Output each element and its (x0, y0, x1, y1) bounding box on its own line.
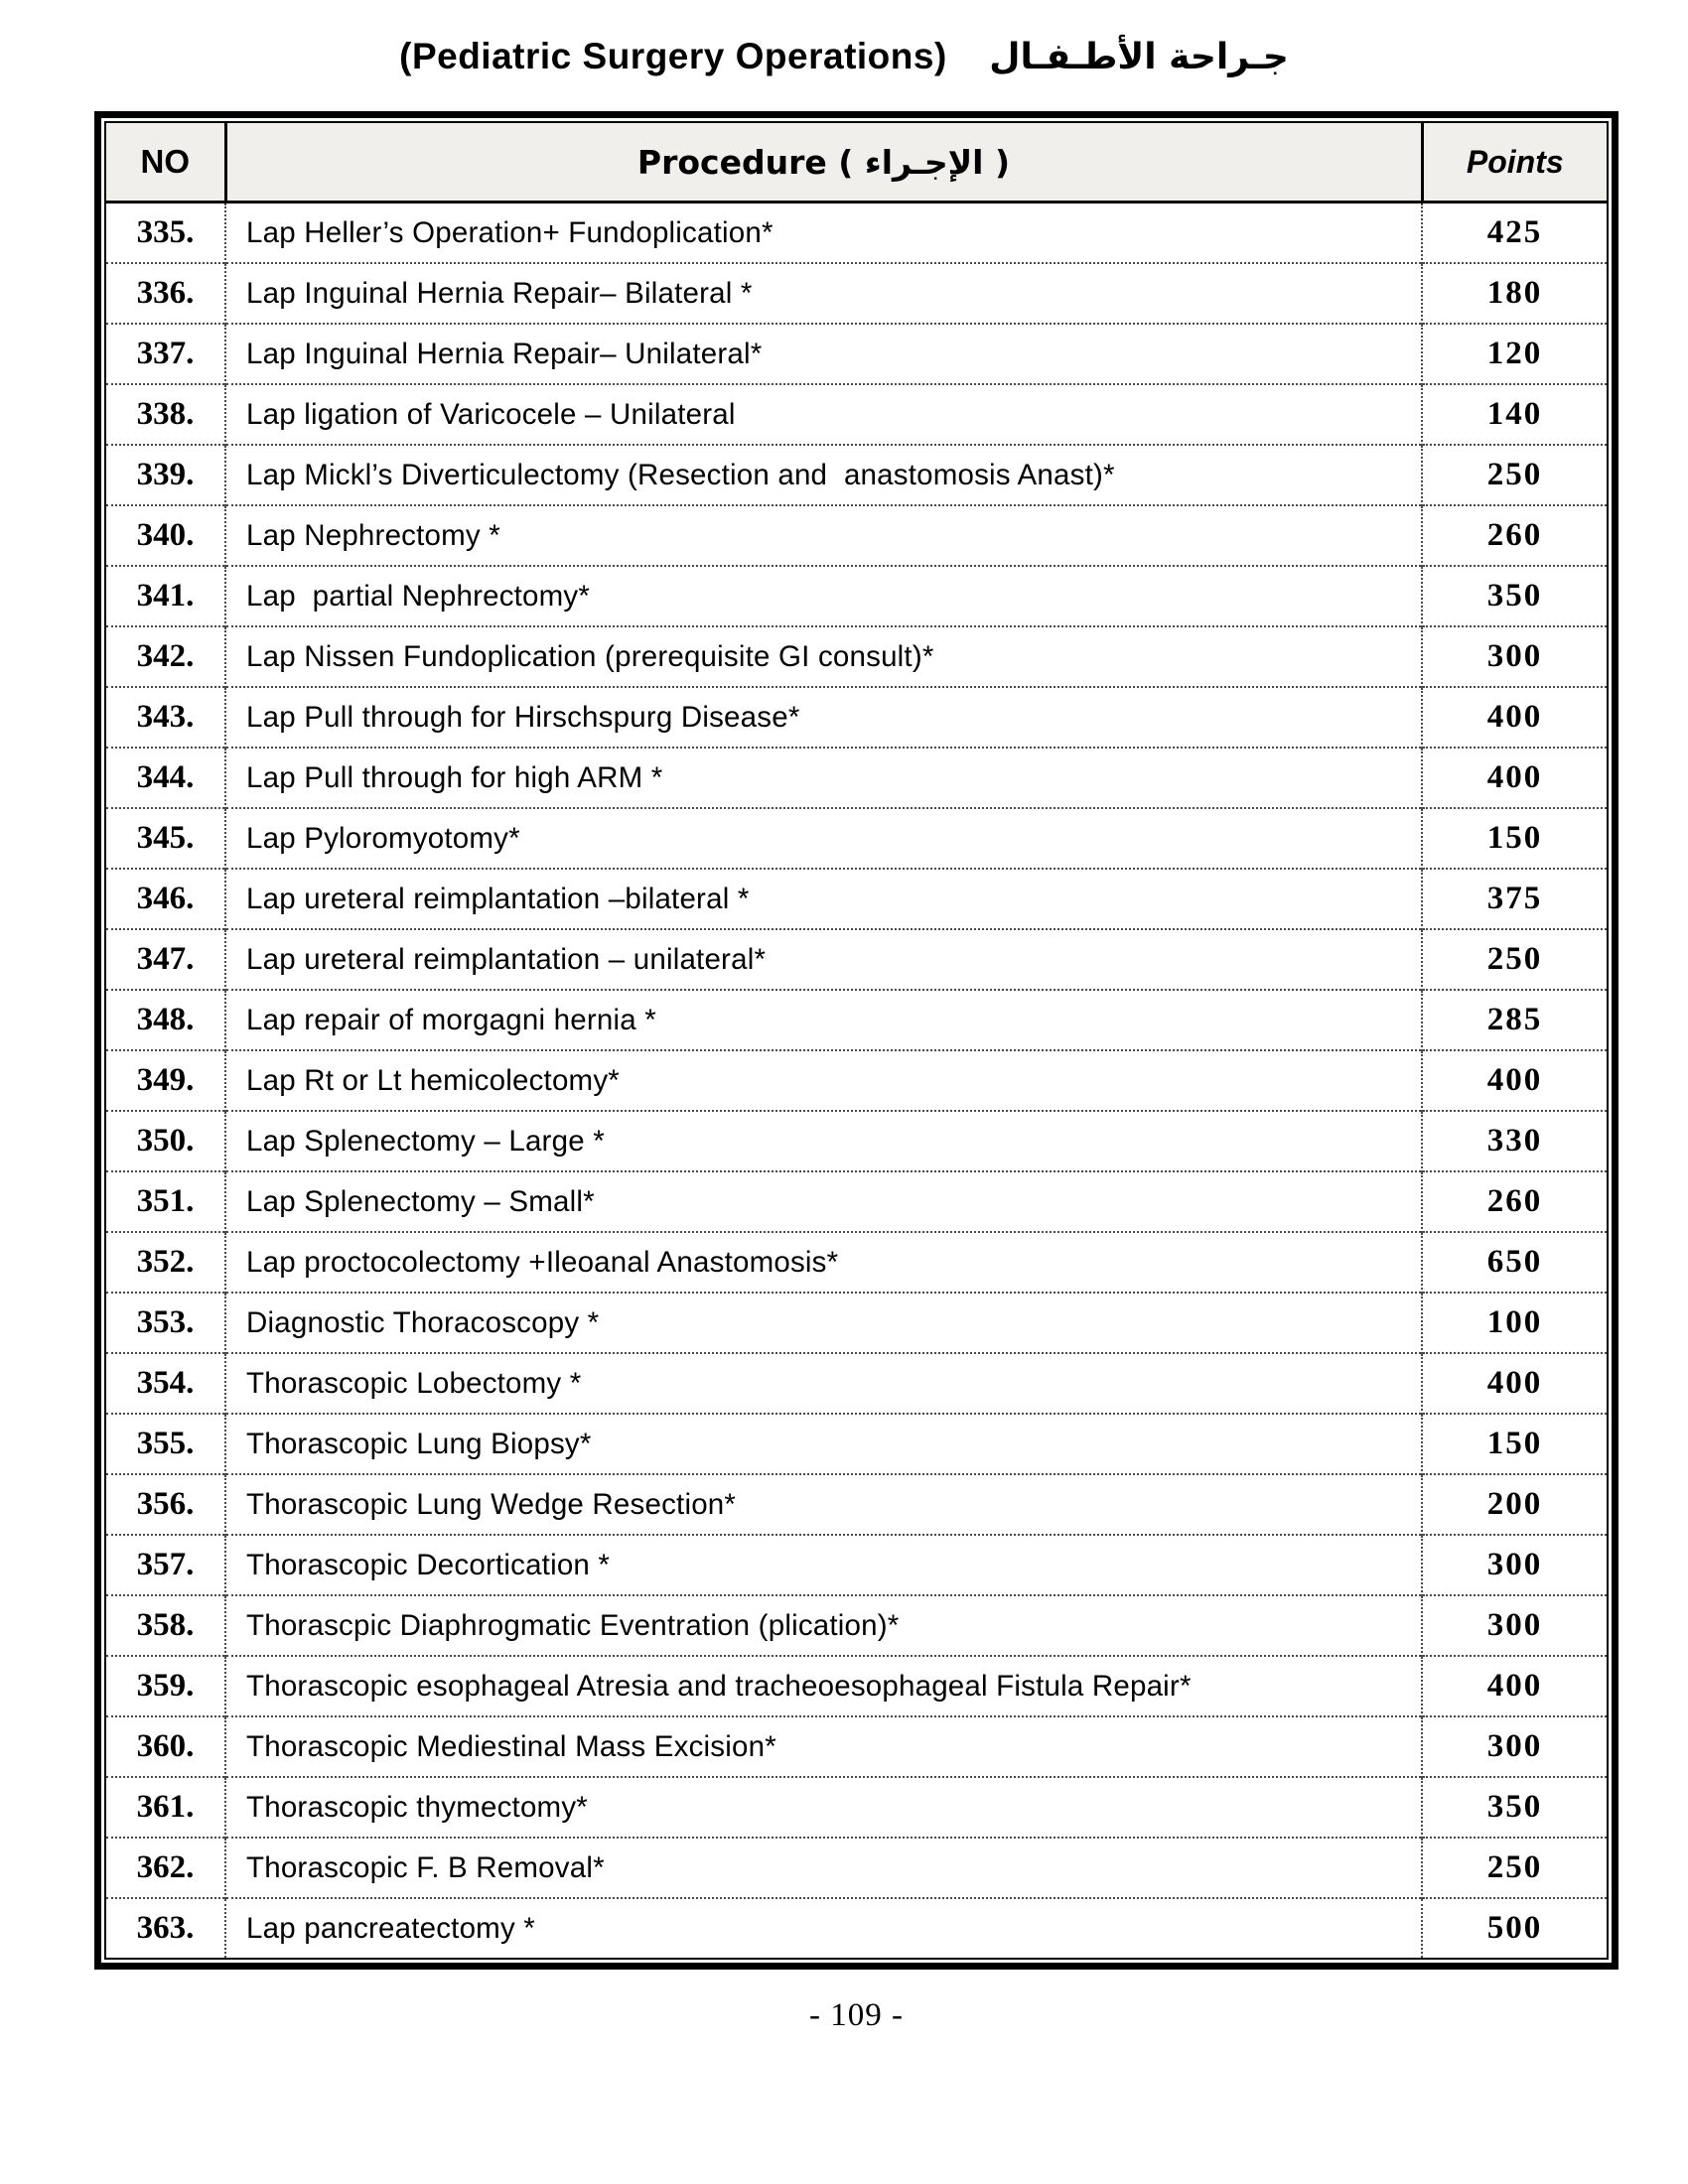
procedure-cell: Diagnostic Thoracoscopy * (225, 1293, 1422, 1353)
procedure-cell: Thorascopic esophageal Atresia and tracheoesophageal Fistula Repair* (225, 1656, 1422, 1716)
procedures-table-container (94, 111, 1618, 1970)
points-cell: 300 (1422, 626, 1607, 687)
procedure-cell: Lap Pull through for Hirschspurg Disease* (225, 687, 1422, 748)
procedure-cell: Lap ureteral reimplantation –bilateral * (225, 869, 1422, 929)
col-header-points: Points (1422, 123, 1607, 203)
points-cell: 400 (1422, 1353, 1607, 1414)
points-cell: 140 (1422, 384, 1607, 445)
col-header-procedure (225, 123, 1422, 203)
table-row (106, 990, 1607, 1050)
row-number-cell: 351. (106, 1171, 225, 1232)
table-row (106, 505, 1607, 566)
row-number-cell: 336. (106, 263, 225, 324)
table-header-row (106, 123, 1607, 203)
row-number-cell: 361. (106, 1777, 225, 1838)
table-row (106, 384, 1607, 445)
col-header-procedure-label: Procedure ( الإجـراء ) (636, 142, 1011, 182)
table-row (106, 1777, 1607, 1838)
table-row (106, 1716, 1607, 1777)
procedure-cell: Thorascopic Decortication * (225, 1535, 1422, 1595)
row-number-cell: 360. (106, 1716, 225, 1777)
table-row (106, 1111, 1607, 1171)
row-number-cell: 350. (106, 1111, 225, 1171)
table-inner-border (104, 121, 1609, 1960)
table-row (106, 1838, 1607, 1898)
points-cell: 250 (1422, 445, 1607, 505)
row-number-cell: 352. (106, 1232, 225, 1293)
table-row (106, 1535, 1607, 1595)
table-row (106, 808, 1607, 869)
points-cell: 375 (1422, 869, 1607, 929)
table-header (106, 123, 1607, 203)
procedure-cell: Lap Pull through for high ARM * (225, 748, 1422, 808)
row-number-cell: 343. (106, 687, 225, 748)
table-row (106, 566, 1607, 626)
table-row (106, 1474, 1607, 1535)
row-number-cell: 356. (106, 1474, 225, 1535)
table-row (106, 203, 1607, 264)
row-number-cell: 338. (106, 384, 225, 445)
points-cell: 400 (1422, 1050, 1607, 1111)
table-row (106, 869, 1607, 929)
procedure-cell: Lap Rt or Lt hemicolectomy* (225, 1050, 1422, 1111)
table-row (106, 1050, 1607, 1111)
row-number-cell: 339. (106, 445, 225, 505)
procedure-cell: Lap Heller’s Operation+ Fundoplication* (225, 203, 1422, 264)
procedure-cell: Lap Splenectomy – Small* (225, 1171, 1422, 1232)
points-cell: 400 (1422, 1656, 1607, 1716)
table-row (106, 1898, 1607, 1958)
procedure-cell: Lap proctocolectomy +Ileoanal Anastomosis* (225, 1232, 1422, 1293)
points-cell: 150 (1422, 808, 1607, 869)
points-cell: 120 (1422, 324, 1607, 384)
points-cell: 425 (1422, 203, 1607, 264)
points-cell: 400 (1422, 748, 1607, 808)
points-cell: 500 (1422, 1898, 1607, 1958)
row-number-cell: 359. (106, 1656, 225, 1716)
procedure-cell: Thorascopic Lobectomy * (225, 1353, 1422, 1414)
points-cell: 300 (1422, 1716, 1607, 1777)
page-title-arabic: جـراحة الأطـفـال (989, 37, 1289, 77)
points-cell: 180 (1422, 263, 1607, 324)
points-cell: 150 (1422, 1414, 1607, 1474)
points-cell: 300 (1422, 1595, 1607, 1656)
points-cell: 300 (1422, 1535, 1607, 1595)
row-number-cell: 355. (106, 1414, 225, 1474)
table-row (106, 1414, 1607, 1474)
procedures-table (106, 123, 1607, 1958)
points-cell: 285 (1422, 990, 1607, 1050)
table-row (106, 1293, 1607, 1353)
col-header-no: NO (106, 123, 225, 203)
procedure-cell: Thorascopic F. B Removal* (225, 1838, 1422, 1898)
points-cell: 260 (1422, 505, 1607, 566)
procedure-cell: Lap Inguinal Hernia Repair– Unilateral* (225, 324, 1422, 384)
footer-page-number: - 109 - (809, 1997, 904, 2033)
row-number-cell: 363. (106, 1898, 225, 1958)
table-row (106, 748, 1607, 808)
points-cell: 250 (1422, 929, 1607, 990)
row-number-cell: 341. (106, 566, 225, 626)
procedure-cell: Lap partial Nephrectomy* (225, 566, 1422, 626)
procedure-cell: Thorascopic thymectomy* (225, 1777, 1422, 1838)
points-cell: 250 (1422, 1838, 1607, 1898)
procedure-cell: Lap Nissen Fundoplication (prerequisite GI consult)* (225, 626, 1422, 687)
points-cell: 400 (1422, 687, 1607, 748)
procedure-cell: Lap Pyloromyotomy* (225, 808, 1422, 869)
table-row (106, 1232, 1607, 1293)
row-number-cell: 358. (106, 1595, 225, 1656)
table-row (106, 324, 1607, 384)
row-number-cell: 349. (106, 1050, 225, 1111)
table-row (106, 1353, 1607, 1414)
row-number-cell: 357. (106, 1535, 225, 1595)
table-outer-border (94, 111, 1618, 1970)
procedure-cell: Lap Inguinal Hernia Repair– Bilateral * (225, 263, 1422, 324)
table-row (106, 263, 1607, 324)
table-row (106, 687, 1607, 748)
table-row (106, 929, 1607, 990)
page-title-english: (Pediatric Surgery Operations) (399, 36, 947, 76)
table-row (106, 445, 1607, 505)
procedure-cell: Thorascopic Lung Wedge Resection* (225, 1474, 1422, 1535)
table-body (106, 203, 1607, 1959)
page-title (0, 36, 1688, 77)
procedure-cell: Thorascopic Mediestinal Mass Excision* (225, 1716, 1422, 1777)
points-cell: 350 (1422, 566, 1607, 626)
row-number-cell: 335. (106, 203, 225, 264)
row-number-cell: 347. (106, 929, 225, 990)
row-number-cell: 354. (106, 1353, 225, 1414)
row-number-cell: 362. (106, 1838, 225, 1898)
table-row (106, 1171, 1607, 1232)
procedure-cell: Lap Splenectomy – Large * (225, 1111, 1422, 1171)
row-number-cell: 348. (106, 990, 225, 1050)
row-number-cell: 345. (106, 808, 225, 869)
points-cell: 260 (1422, 1171, 1607, 1232)
points-cell: 100 (1422, 1293, 1607, 1353)
points-cell: 350 (1422, 1777, 1607, 1838)
procedure-cell: Thorascopic Lung Biopsy* (225, 1414, 1422, 1474)
procedure-cell: Lap pancreatectomy * (225, 1898, 1422, 1958)
row-number-cell: 337. (106, 324, 225, 384)
row-number-cell: 344. (106, 748, 225, 808)
points-cell: 200 (1422, 1474, 1607, 1535)
procedure-cell: Thorascpic Diaphrogmatic Eventration (plication)* (225, 1595, 1422, 1656)
procedure-cell: Lap ligation of Varicocele – Unilateral (225, 384, 1422, 445)
points-cell: 330 (1422, 1111, 1607, 1171)
points-cell: 650 (1422, 1232, 1607, 1293)
table-row (106, 1656, 1607, 1716)
procedure-cell: Lap Nephrectomy * (225, 505, 1422, 566)
table-row (106, 1595, 1607, 1656)
row-number-cell: 353. (106, 1293, 225, 1353)
row-number-cell: 346. (106, 869, 225, 929)
row-number-cell: 340. (106, 505, 225, 566)
procedure-cell: Lap Mickl’s Diverticulectomy (Resection and anastomosis Anast)* (225, 445, 1422, 505)
procedure-cell: Lap ureteral reimplantation – unilateral* (225, 929, 1422, 990)
table-row (106, 626, 1607, 687)
row-number-cell: 342. (106, 626, 225, 687)
procedure-cell: Lap repair of morgagni hernia * (225, 990, 1422, 1050)
